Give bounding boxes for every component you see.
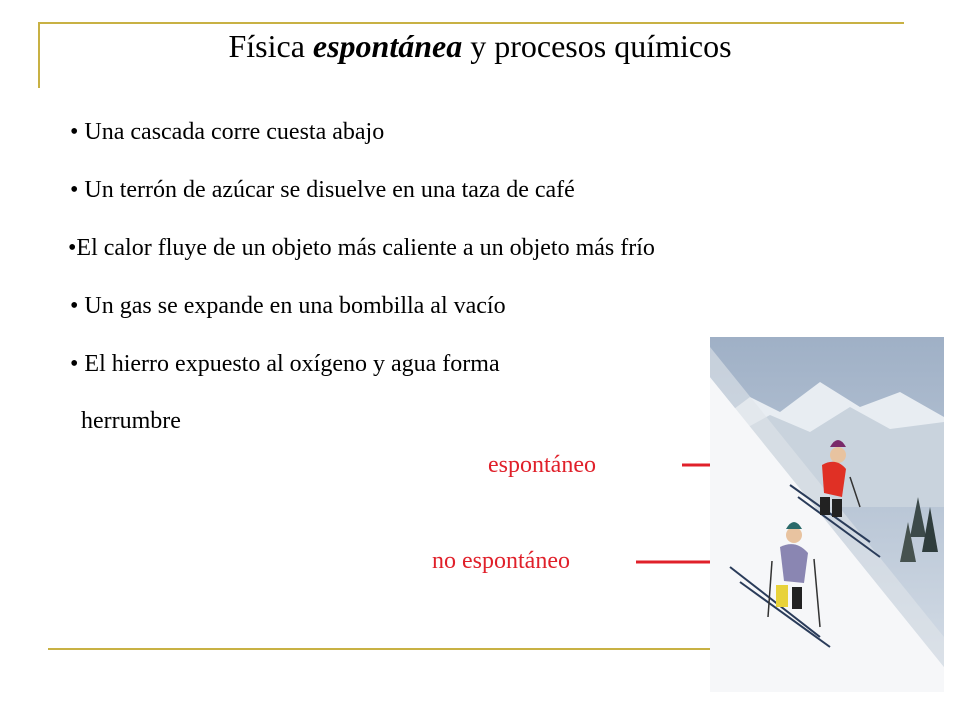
spontaneous-label: espontáneo [488, 452, 596, 478]
skiers-on-slope-illustration [710, 337, 944, 692]
bullet-continuation: herrumbre [81, 408, 181, 434]
bullet-item: • Un gas se expande en una bombilla al vacío [70, 293, 506, 319]
non-spontaneous-label: no espontáneo [432, 548, 570, 574]
title-emphasis: espontánea [312, 28, 463, 64]
bottom-rule [48, 648, 712, 650]
bullet-item: •El calor fluye de un objeto más caliente a un objeto más frío [68, 235, 655, 261]
bullet-item: • Un terrón de azúcar se disuelve en una taza de café [70, 177, 575, 203]
top-rule [38, 22, 904, 24]
bullet-item: • El hierro expuesto al oxígeno y agua forma [70, 351, 500, 377]
slide-title: Física espontánea y procesos químicos [228, 28, 732, 64]
bullet-item: • Una cascada corre cuesta abajo [70, 119, 385, 145]
